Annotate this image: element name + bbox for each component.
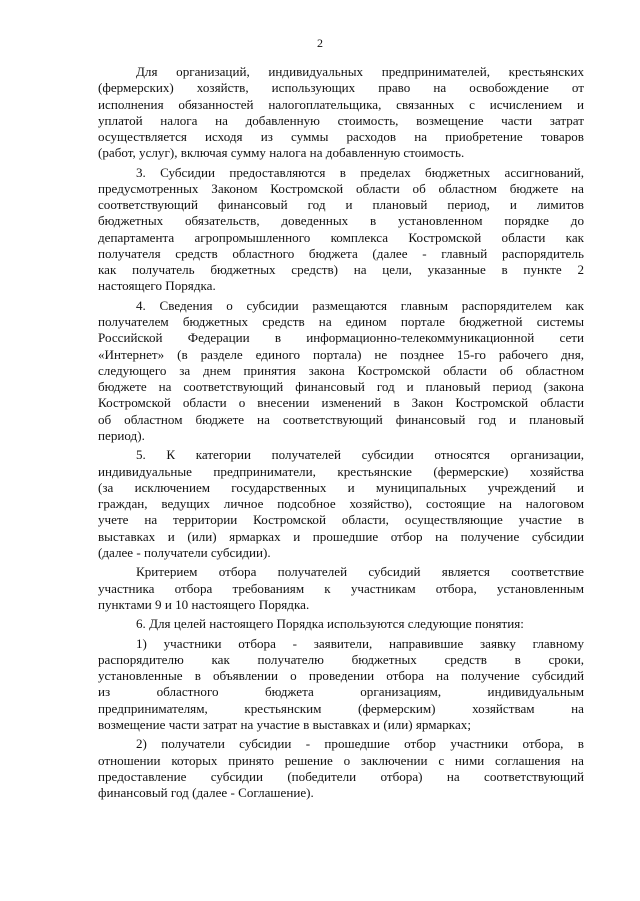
text-line: предусмотренных Законом Костромской области об областном бюджете на — [98, 180, 584, 196]
text-line: (фермерских) хозяйств, использующих право на освобождение от — [98, 80, 584, 96]
text-line: получателем бюджетных средств на едином портале бюджетной системы — [98, 314, 584, 330]
text-line: 1) участники отбора - заявители, направившие заявку главному — [136, 635, 584, 651]
text-line: граждан, ведущих личное подсобное хозяйство), состоящие на налоговом — [98, 496, 584, 512]
text-line: участника отбора требованиям к участникам отбора, установленным — [98, 580, 584, 596]
text-line: исполнения обязанностей налогоплательщика, связанных с исчислением и — [98, 96, 584, 112]
text-line: отношении которых принято решение о заключении с ними соглашения на — [98, 752, 584, 768]
text-line: об областном бюджете на соответствующий финансовый год и плановый — [98, 411, 584, 427]
text-line: 3. Субсидии предоставляются в пределах бюджетных ассигнований, — [136, 164, 584, 180]
text-line: индивидуальные предприниматели, крестьянские (фермерские) хозяйства — [98, 463, 584, 479]
text-line: из областного бюджета организациям, индивидуальным — [98, 684, 584, 700]
text-line: «Интернет» (в разделе единого портала) не позднее 15-го рабочего дня, — [98, 346, 584, 362]
paragraph — [98, 564, 584, 613]
text-line: возмещение части затрат на участие в выставках и (или) ярмарках; — [98, 716, 471, 732]
text-line: 6. Для целей настоящего Порядка используются следующие понятия: — [136, 616, 524, 632]
text-line: финансовый год (далее - Соглашение). — [98, 785, 314, 801]
text-line: установленные в объявлении о проведении отбора на получение субсидий — [98, 668, 584, 684]
text-line: пунктами 9 и 10 настоящего Порядка. — [98, 596, 310, 612]
text-line: получателя средств областного бюджета (далее - главный распорядитель — [98, 245, 584, 261]
text-line: соответствующий финансовый год и плановый период, и лимитов — [98, 197, 584, 213]
text-line: осуществляется исходя из суммы расходов на приобретение товаров — [98, 129, 584, 144]
paragraph — [98, 298, 584, 444]
text-line: настоящего Порядка. — [98, 278, 216, 294]
text-line: 5. К категории получателей субсидии относятся организации, — [136, 447, 584, 463]
text-line: предоставление субсидии (победители отбора) на соответствующий — [98, 768, 584, 784]
text-line: следующего за днем принятия закона Костромской области об областном — [98, 362, 584, 378]
text-line: (далее - получатели субсидии). — [98, 544, 271, 560]
text-line: период). — [98, 427, 145, 443]
text-line: 4. Сведения о субсидии размещаются главным распорядителем как — [136, 297, 584, 313]
text-line: Для организаций, индивидуальных предпринимателей, крестьянских — [136, 64, 584, 79]
paragraph — [98, 447, 584, 561]
paragraph — [98, 165, 584, 295]
document-body — [98, 64, 584, 805]
text-line: Критерием отбора получателей субсидий является соответствие — [136, 564, 584, 580]
text-line: (работ, услуг), включая сумму налога на добавленную стоимость. — [98, 145, 465, 161]
text-line: департамента агропромышленного комплекса Костромской области как — [98, 229, 584, 245]
text-line: Костромской области о внесении изменений в Закон Костромской области — [98, 395, 584, 411]
text-line: выставках и (или) ярмарках и прошедшие отбор на получение субсидии — [98, 528, 584, 544]
text-line: уплатой налога на добавленную стоимость, возмещение части затрат — [98, 112, 584, 128]
paragraph — [98, 616, 584, 632]
text-line: как получатель бюджетных средств) на цели, указанные в пункте 2 — [98, 262, 584, 278]
paragraph — [98, 636, 584, 734]
paragraph — [98, 64, 584, 162]
paragraph — [98, 736, 584, 801]
page-number: 2 — [317, 36, 323, 50]
text-line: бюджетных обязательств, доведенных в установленном порядке до — [98, 213, 584, 229]
text-line: учете на территории Костромской области, осуществляющие участие в — [98, 512, 584, 528]
text-line: 2) получатели субсидии - прошедшие отбор участники отбора, в — [136, 736, 584, 752]
text-line: предпринимателям, крестьянским (фермерским) хозяйствам на — [98, 700, 584, 716]
text-line: Российской Федерации в информационно-телекоммуникационной сети — [98, 330, 584, 346]
text-line: (за исключением государственных и муниципальных учреждений и — [98, 479, 584, 495]
text-line: бюджете на соответствующий финансовый год и плановый период (закона — [98, 379, 584, 395]
text-line: распорядителю как получателю бюджетных средств в сроки, — [98, 651, 584, 667]
